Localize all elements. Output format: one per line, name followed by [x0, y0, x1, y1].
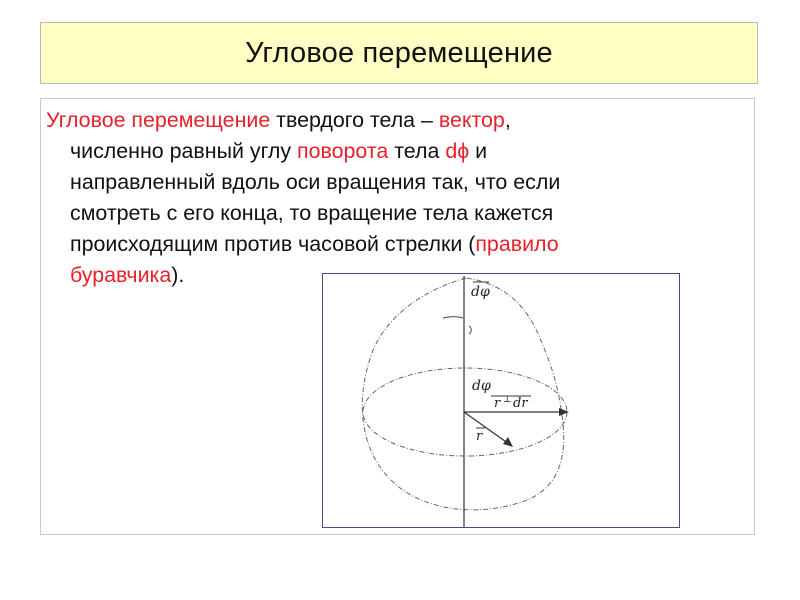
rule-highlight-1: правило	[475, 232, 559, 256]
definition-text-part: происходящим против часовой стрелки (	[70, 232, 476, 256]
dr-label: dr	[513, 396, 528, 411]
rotation-diagram-svg	[323, 274, 679, 527]
rotation-arc-mark	[443, 317, 463, 319]
rotation-highlight: поворота	[297, 139, 389, 163]
rotation-diagram	[322, 273, 680, 528]
definition-line-2	[46, 136, 746, 167]
definition-line-3: направленный вдоль оси вращения так, что если	[70, 170, 561, 194]
slide-title: Угловое перемещение	[245, 36, 553, 69]
title-box	[40, 22, 758, 84]
radius-line	[464, 412, 509, 444]
body-outline	[362, 278, 563, 510]
dphi-highlight: dϕ	[445, 139, 470, 163]
term-highlight: Угловое перемещение	[46, 108, 271, 132]
r-label: r	[476, 429, 483, 444]
definition-text-part: твердого тела –	[270, 108, 439, 132]
radius-arrowhead	[503, 437, 513, 447]
vector-highlight: вектор	[438, 108, 505, 132]
r-perp-label: r	[494, 396, 501, 411]
definition-text	[46, 105, 746, 291]
definition-text-part: и	[469, 139, 488, 163]
definition-line-1	[46, 105, 746, 136]
definition-text-part: ).	[171, 263, 185, 287]
definition-text-part: тела	[388, 139, 446, 163]
definition-text-part: ,	[504, 108, 511, 132]
axis-dphi-label: dφ	[471, 284, 490, 300]
rotation-arc-mark-2	[469, 326, 471, 334]
definition-line-5	[46, 229, 746, 260]
rule-highlight-2: буравчика	[70, 263, 172, 287]
radius-perp-arrowhead	[559, 408, 569, 416]
definition-line-4: смотреть с его конца, то вращение тела кажется	[70, 201, 554, 225]
perp-sign-label: ⊥	[503, 395, 512, 405]
angle-dphi-label: dφ	[472, 378, 491, 394]
definition-text-part: численно равный углу	[70, 139, 298, 163]
